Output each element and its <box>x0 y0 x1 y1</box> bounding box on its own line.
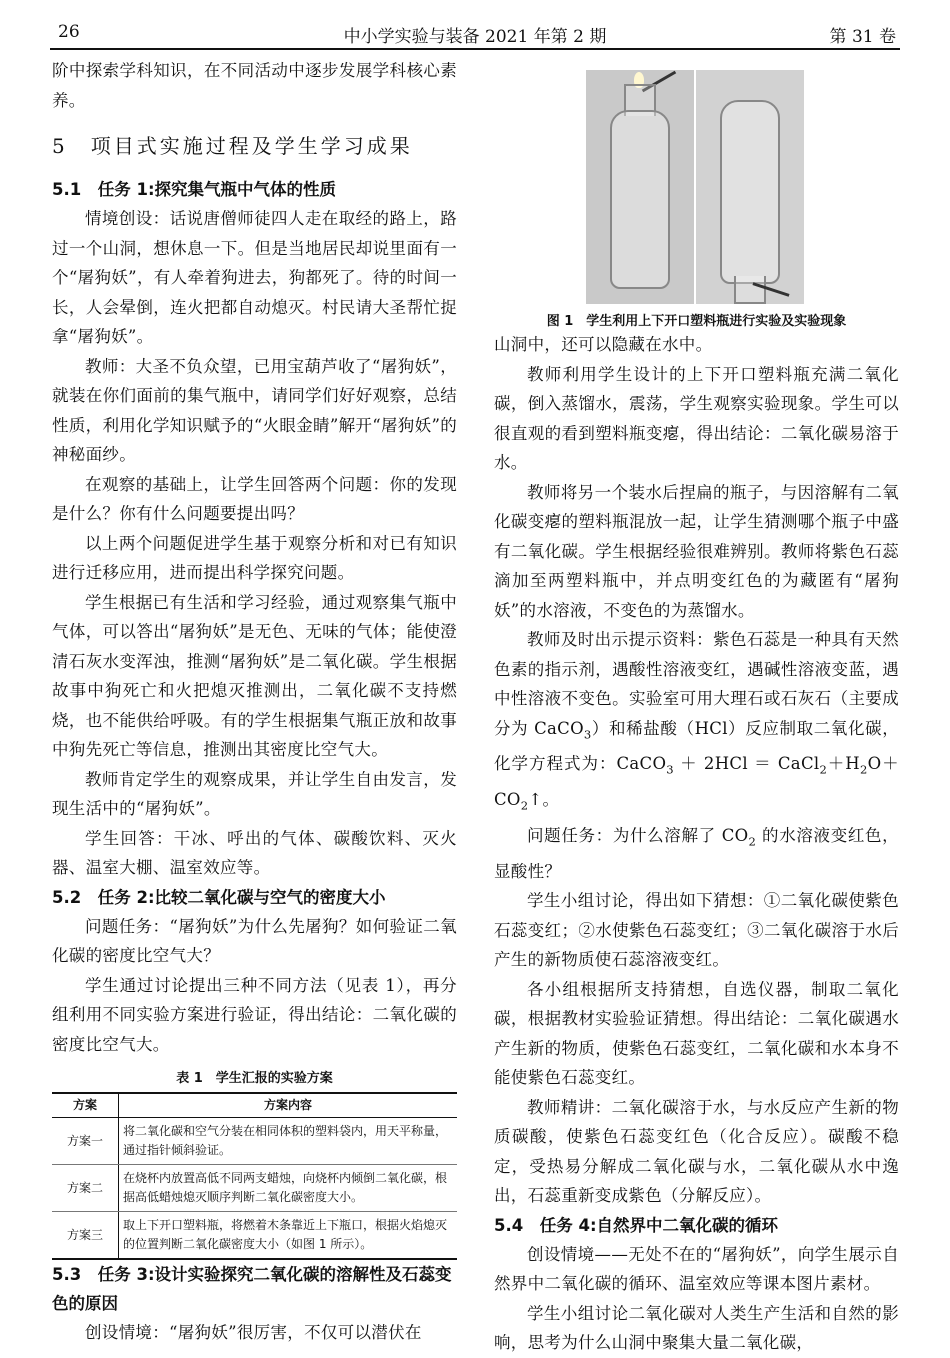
page-number: 26 <box>58 22 80 42</box>
plastic-bottle <box>610 110 670 289</box>
journal-title: 中小学实验与装备 2021 年第 2 期 <box>343 27 607 47</box>
paragraph: 以上两个问题促进学生基于观察分析和对已有知识进行迁移应用，进而提出科学探究问题。 <box>52 533 457 582</box>
paragraph: 情境创设：话说唐僧师徒四人走在取经的路上，路过一个山洞，想休息一下。但是当地居民却说里面有一个“屠狗妖”，有人牵着狗进去，狗都死了。待的时间一长，人会晕倒，连火把都自动熄灭。村民请大圣帮忙捉拿“屠狗妖”。 <box>52 209 457 346</box>
table-header-cell: 方案内容 <box>119 1093 458 1118</box>
table-cell-content: 在烧杯内放置高低不同两支蜡烛，向烧杯内倾倒二氧化碳，根据高低蜡烛熄灭顺序判断二氧化碳密度大小。 <box>119 1165 458 1212</box>
bottle-neck <box>734 276 766 304</box>
table-row <box>52 1118 457 1165</box>
table-cell-plan: 方案一 <box>52 1118 119 1165</box>
volume-label: 第 31 卷 <box>829 27 896 47</box>
subsection-title-5-2: 5.2 任务 2:比较二氧化碳与空气的密度大小 <box>52 887 386 907</box>
figure-caption: 图 1 学生利用上下开口塑料瓶进行实验及实验现象 <box>546 314 847 329</box>
paragraph: 创设情境——无处不在的“屠狗妖”，向学生展示自然界中二氧化碳的循环、温室效应等课本图片素材。 <box>494 1244 899 1294</box>
left-column <box>52 56 457 1348</box>
paragraph: 学生根据已有生活和学习经验，通过观察集气瓶中气体，可以答出“屠狗妖”是无色、无味的气体；能使澄清石灰水变浑浊，推测“屠狗妖”是二氧化碳。学生根据故事中狗死亡和火把熄灭推测出，二氧化碳不支持燃烧，也不能供给呼吸。有的学生根据集气瓶正放和故事中狗先死亡等信息，推测出其密度比空气大。 <box>52 592 457 759</box>
paragraph: 教师精讲：二氧化碳溶于水，与水反应产生新的物质碳酸，使紫色石蕊变红色（化合反应）。碳酸不稳定，受热易分解成二氧化碳与水，二氧化碳从水中逸出，石蕊重新变成紫色（分解反应）。 <box>494 1097 899 1206</box>
paragraph: 创设情境：“屠狗妖”很厉害，不仅可以潜伏在 <box>85 1323 422 1342</box>
table-cell-plan: 方案三 <box>52 1212 119 1260</box>
page-header <box>50 14 900 50</box>
paragraph: 在观察的基础上，让学生回答两个问题：你的发现是什么？你有什么问题要提出吗？ <box>52 474 457 523</box>
bottle-photo-right <box>696 70 804 304</box>
paragraph: 教师利用学生设计的上下开口塑料瓶充满二氧化碳，倒入蒸馏水，震荡，学生观察实验现象。学生可以很直观的看到塑料瓶变瘪，得出结论：二氧化碳易溶于水。 <box>494 364 899 472</box>
paragraph: 问题任务：“屠狗妖”为什么先屠狗？如何验证二氧化碳的密度比空气大？ <box>52 916 457 965</box>
scheme-table <box>52 1092 457 1260</box>
plastic-bottle <box>720 100 780 284</box>
table-row <box>52 1165 457 1212</box>
table-cell-content: 取上下开口塑料瓶，将燃着木条靠近上下瓶口，根据火焰熄灭的位置判断二氧化碳密度大小（如图 1 所示）。 <box>119 1212 458 1260</box>
paragraph: 问题任务：为什么溶解了 $CO_2$ 的水溶液变红色，显酸性？ <box>494 825 899 881</box>
paragraph: 教师：大圣不负众望，已用宝葫芦收了“屠狗妖”，就装在你们面前的集气瓶中，请同学们好好观察，总结性质，利用化学知识赋予的“火眼金睛”解开“屠狗妖”的神秘面纱。 <box>52 356 457 464</box>
paragraph: 学生小组讨论二氧化碳对人类生产生活和自然的影响，思考为什么山洞中聚集大量二氧化碳， <box>494 1303 899 1353</box>
table-header-cell: 方案 <box>52 1093 119 1118</box>
subsection-title-5-3: 5.3 任务 3:设计实验探究二氧化碳的溶解性及石蕊变色的原因 <box>52 1265 452 1313</box>
bottle-photo-left <box>586 70 694 304</box>
figure-1 <box>494 56 899 329</box>
paragraph: 教师将另一个装水后捏扁的瓶子，与因溶解有二氧化碳变瘪的塑料瓶混放一起，让学生猜测哪个瓶子中盛有二氧化碳。学生根据经验很难辨别。教师将紫色石蕊滴加至两塑料瓶中，并点明变红色的为藏匿有“屠狗妖”的水溶液，不变色的为蒸馏水。 <box>494 482 899 620</box>
table-cell-content: 将二氧化碳和空气分装在相同体积的塑料袋内，用天平称量，通过指针倾斜验证。 <box>119 1118 458 1165</box>
paragraph-equation: 教师及时出示提示资料：紫色石蕊是一种具有天然色素的指示剂，遇酸性溶液变红，遇碱性溶液变蓝，遇中性溶液不变色。实验室可用大理石或石灰石（主要成分为 CaCO$_3$）和稀盐酸（HCl）反应制取二氧化碳，化学方程式为：CaCO$_3$ ＋ $2HCl = CaCl_2+H_2O+CO_2↑$。 <box>494 630 899 813</box>
paragraph: 学生通过讨论提出三种不同方法（见表 1），再分组利用不同实验方案进行验证，得出结论：二氧化碳的密度比空气大。 <box>52 975 457 1054</box>
table-header-row <box>52 1093 457 1118</box>
subsection-title-5-1: 5.1 任务 1:探究集气瓶中气体的性质 <box>52 180 337 199</box>
paragraph: 教师肯定学生的观察成果，并让学生自由发言，发现生活中的“屠狗妖”。 <box>52 769 457 818</box>
paragraph: 阶中探索学科知识，在不同活动中逐步发展学科核心素养。 <box>52 61 457 110</box>
table-row <box>52 1212 457 1260</box>
paragraph: 各小组根据所支持猜想，自选仪器，制取二氧化碳，根据教材实验验证猜想。得出结论：二氧化碳遇水产生新的物质，使紫色石蕊变红，二氧化碳和水本身不能使紫色石蕊变红。 <box>494 979 899 1088</box>
paragraph: 学生小组讨论，得出如下猜想：①二氧化碳使紫色石蕊变红；②水使紫色石蕊变红；③二氧化碳溶于水后产生的新物质使石蕊溶液变红。 <box>494 891 899 970</box>
right-column <box>494 56 899 1358</box>
paragraph: 山洞中，还可以隐藏在水中。 <box>494 335 713 354</box>
table-caption: 表 1 学生汇报的实验方案 <box>176 1071 333 1086</box>
paragraph: 学生回答：干冰、呼出的气体、碳酸饮料、灭火器、温室大棚、温室效应等。 <box>52 828 457 877</box>
section-title: 5 项目式实施过程及学生学习成果 <box>52 134 413 158</box>
subsection-title-5-4: 5.4 任务 4:自然界中二氧化碳的循环 <box>494 1215 779 1235</box>
table-cell-plan: 方案二 <box>52 1165 119 1212</box>
